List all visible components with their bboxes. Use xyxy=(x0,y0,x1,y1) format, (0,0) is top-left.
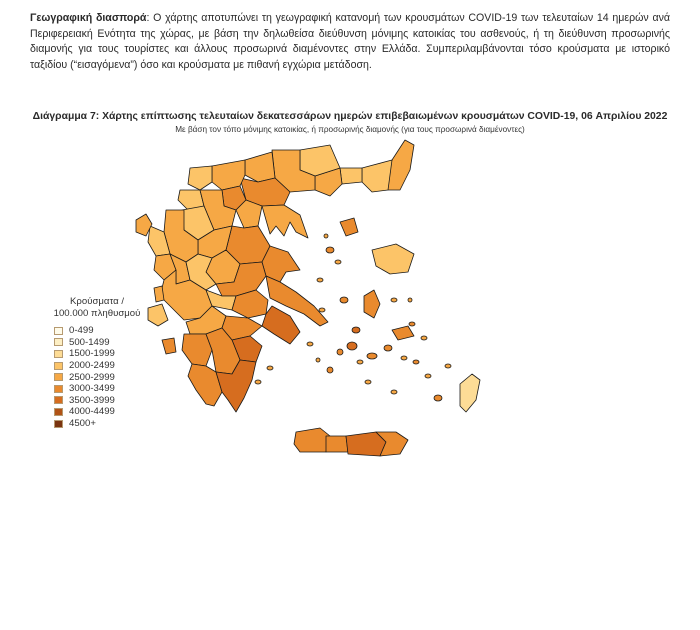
island-small xyxy=(327,367,333,373)
legend xyxy=(48,296,146,429)
legend-swatch xyxy=(54,338,63,346)
legend-label: 4000-4499 xyxy=(69,406,115,418)
legend-title xyxy=(48,296,146,320)
region-limnos xyxy=(340,218,358,236)
island-small xyxy=(391,298,397,302)
region-florina xyxy=(188,166,212,190)
region-rodopi xyxy=(362,160,392,192)
legend-label: 3500-3999 xyxy=(69,394,115,406)
legend-swatch xyxy=(54,408,63,416)
legend-rows xyxy=(48,325,146,429)
island-small xyxy=(367,353,377,359)
region-pella xyxy=(212,160,245,190)
legend-swatch xyxy=(54,373,63,381)
region-chania xyxy=(294,428,330,452)
legend-swatch xyxy=(54,350,63,358)
legend-item xyxy=(54,395,146,407)
map-title: Διάγραμμα 7: Χάρτης επίπτωσης τελευταίων δεκατεσσάρων ημερών επιβεβαιωμένων κρουσμάτων COVID-19, 06 Απριλίου 2022 xyxy=(32,111,668,122)
region-xanthi xyxy=(340,168,362,184)
map-subtitle: Με βάση τον τόπο μόνιμης κατοικίας, ή προσωρινής διαμονής (για τους προσωρινά διαμένοντες) xyxy=(175,125,525,134)
region-zakynthos xyxy=(162,338,176,354)
island-small xyxy=(421,336,427,340)
legend-item xyxy=(54,325,146,337)
island-small xyxy=(391,390,397,394)
region-samos xyxy=(392,326,414,340)
region-kilkis xyxy=(245,152,275,182)
region-lefkada xyxy=(154,286,164,302)
region-attiki xyxy=(262,306,300,344)
legend-label: 4500+ xyxy=(69,418,96,430)
legend-label: 0-499 xyxy=(69,325,94,337)
legend-swatch xyxy=(54,420,63,428)
legend-item xyxy=(54,418,146,430)
region-chalkidiki xyxy=(262,205,308,238)
intro-label: Γεωγραφική διασπορά xyxy=(30,12,147,24)
island-small xyxy=(365,380,371,384)
legend-swatch xyxy=(54,396,63,404)
legend-item xyxy=(54,337,146,349)
island-small xyxy=(267,366,273,370)
legend-label: 2000-2499 xyxy=(69,360,115,372)
legend-item xyxy=(54,348,146,360)
legend-swatch xyxy=(54,327,63,335)
island-small xyxy=(409,322,415,326)
island-small xyxy=(316,358,320,362)
legend-label: 500-1499 xyxy=(69,336,110,348)
island-small xyxy=(324,234,328,238)
island-small xyxy=(352,327,360,333)
region-rhodes xyxy=(460,374,480,412)
legend-title-line1: Κρούσματα / xyxy=(70,296,124,307)
island-small xyxy=(445,364,451,368)
legend-item xyxy=(54,406,146,418)
island-small xyxy=(326,247,334,253)
intro-text: : Ο χάρτης αποτυπώνει τη γεωγραφική κατανομή των κρουσμάτων COVID-19 των τελευταίων 14 ημερών ανά Περιφερειακή Ενότητα της χώρας, με βάση την δηλωθείσα διεύθυνση μόνιμης κατοικίας του ασθενούς, ή τη διεύθυνση προσωρινής διαμονής για τους τουρίστες και άλλους προσωρινά διαμένοντες στην Ελλάδα. Συμπεριλαμβάνονται τόσο κρούσματα με ιστορικό ταξιδίου (“εισαγόμενα”) όσο και κρούσματα με πιθανή εγχώρια μετάδοση. xyxy=(30,12,670,71)
island-small xyxy=(384,345,392,351)
island-small xyxy=(425,374,431,378)
island-small xyxy=(317,278,323,282)
regions-layer xyxy=(136,140,480,456)
legend-item xyxy=(54,360,146,372)
island-small xyxy=(255,380,261,384)
region-rethymno xyxy=(326,436,348,452)
island-small xyxy=(337,349,343,355)
legend-label: 2500-2999 xyxy=(69,371,115,383)
island-small xyxy=(335,260,341,264)
region-lesvos xyxy=(372,244,414,274)
legend-title-line2: 100.000 πληθυσμού xyxy=(53,308,141,319)
region-chios xyxy=(364,290,380,318)
island-small xyxy=(340,297,348,303)
legend-item xyxy=(54,371,146,383)
island-small xyxy=(347,342,357,350)
island-small xyxy=(434,395,442,401)
island-small xyxy=(408,298,412,302)
legend-swatch xyxy=(54,362,63,370)
legend-swatch xyxy=(54,385,63,393)
legend-label: 3000-3499 xyxy=(69,383,115,395)
region-kefalonia xyxy=(148,304,168,326)
island-small xyxy=(307,342,313,346)
legend-item xyxy=(54,383,146,395)
island-small xyxy=(319,308,325,312)
legend-label: 1500-1999 xyxy=(69,348,115,360)
island-small xyxy=(401,356,407,360)
island-small xyxy=(357,360,363,364)
island-small xyxy=(413,360,419,364)
